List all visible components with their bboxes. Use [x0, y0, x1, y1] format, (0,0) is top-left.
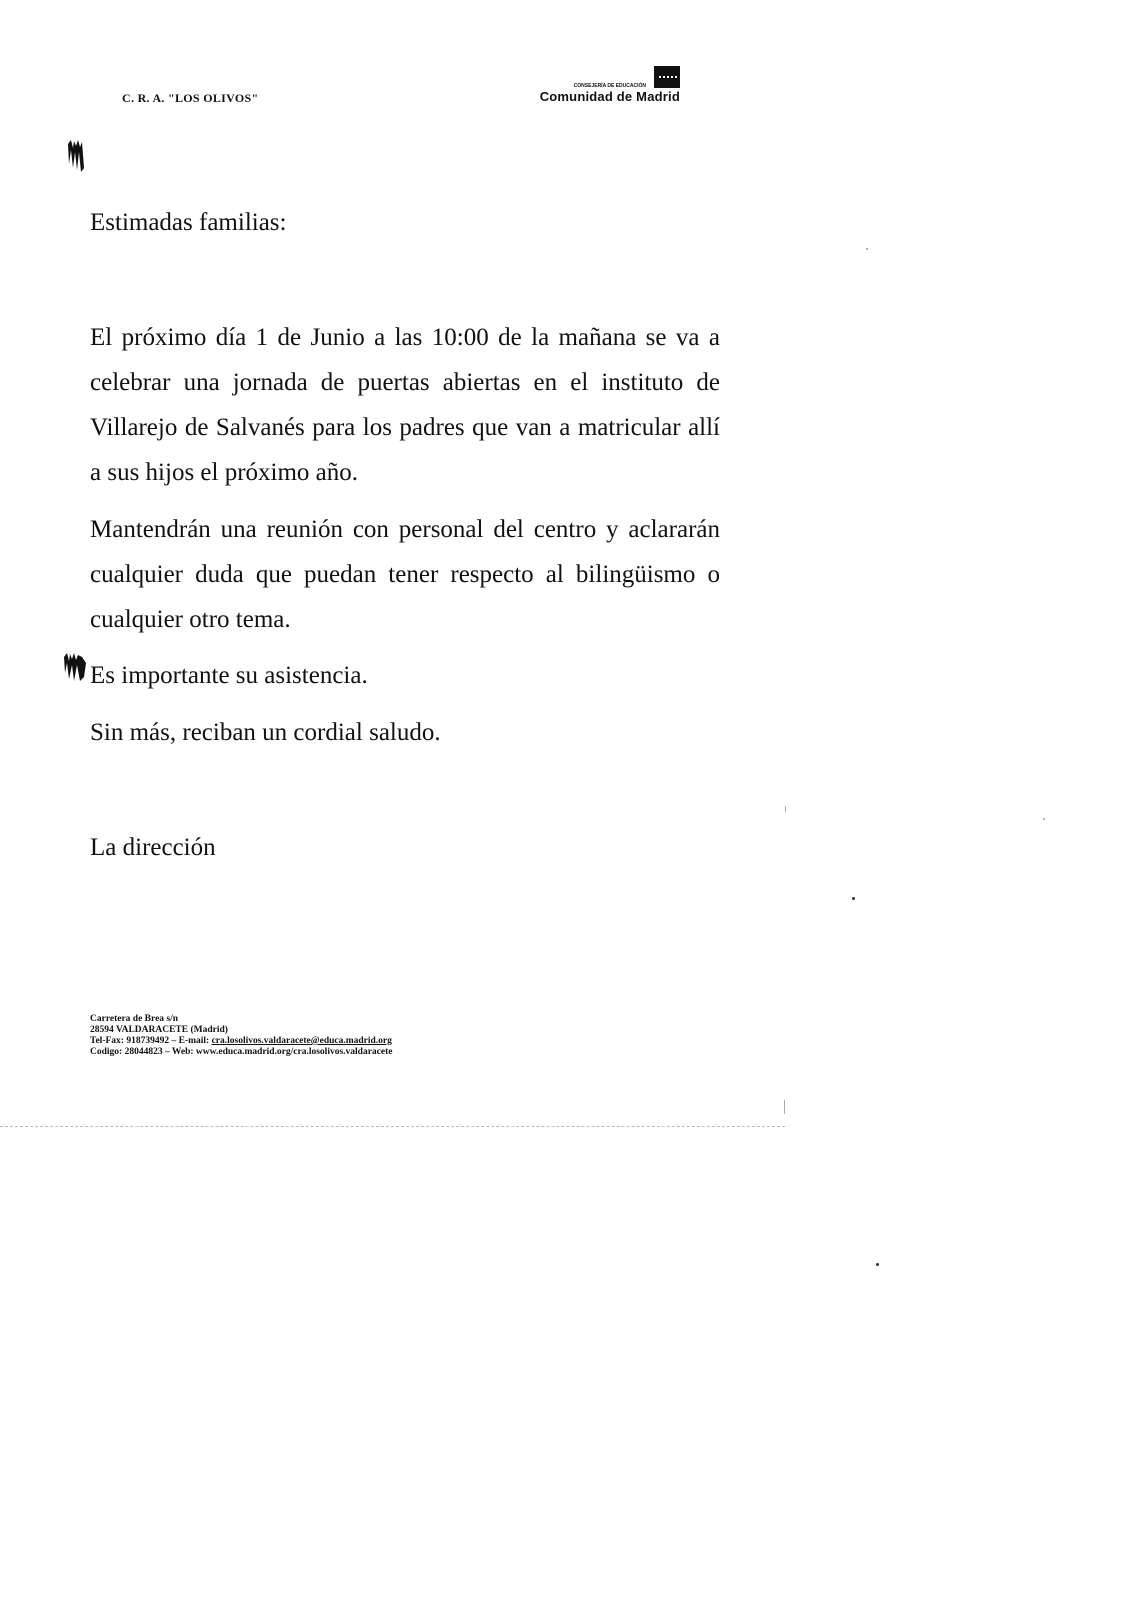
scan-dot: [876, 1263, 879, 1266]
paragraph-open-day: El próximo día 1 de Junio a las 10:00 de la mañana se va a celebrar una jornada de puertas abiertas en el instituto de Villarejo de Salvanés para los padres que van a matricular allí a sus hijos el próximo año.: [90, 324, 720, 486]
scan-mark: [784, 1100, 785, 1114]
scan-dot: [1043, 818, 1045, 820]
paragraph-closing: Sin más, reciban un cordial saludo.: [90, 719, 441, 746]
footer-contact-line: [90, 1036, 393, 1047]
logo-name: Comunidad de Madrid: [539, 89, 680, 104]
logo-department: CONSEJERÍA DE EDUCACIÓN: [573, 83, 646, 89]
footer-city: 28594 VALDARACETE (Madrid): [90, 1025, 228, 1035]
signature: La dirección: [90, 834, 216, 861]
scan-smudge-top: [66, 138, 88, 174]
footer-contact: [90, 1014, 393, 1058]
scan-edge-line: [0, 1126, 785, 1127]
footer-tel-fax: Tel-Fax: 918739492 – E-mail:: [90, 1036, 212, 1046]
madrid-flag-icon: [654, 66, 680, 88]
greeting: Estimadas familias:: [90, 209, 287, 236]
paragraph-attendance: Es importante su asistencia.: [90, 662, 368, 689]
scan-mark: [785, 806, 786, 812]
scan-dot: [866, 248, 868, 250]
scan-dot: [852, 897, 855, 900]
comunidad-de-madrid-logo: [490, 64, 680, 108]
scan-smudge-middle: [62, 651, 90, 683]
paragraph-meeting: Mantendrán una reunión con personal del centro y aclararán cualquier duda que puedan tener respecto al bilingüismo o cualquier otro tema.: [90, 516, 720, 633]
footer-code-web: Codigo: 28044823 – Web: www.educa.madrid.org/cra.losolivos.valdaracete: [90, 1047, 393, 1057]
school-name: C. R. A. "LOS OLIVOS": [122, 91, 259, 105]
footer-email-link[interactable]: cra.losolivos.valdaracete@educa.madrid.org: [211, 1036, 392, 1046]
footer-address: Carretera de Brea s/n: [90, 1014, 179, 1024]
